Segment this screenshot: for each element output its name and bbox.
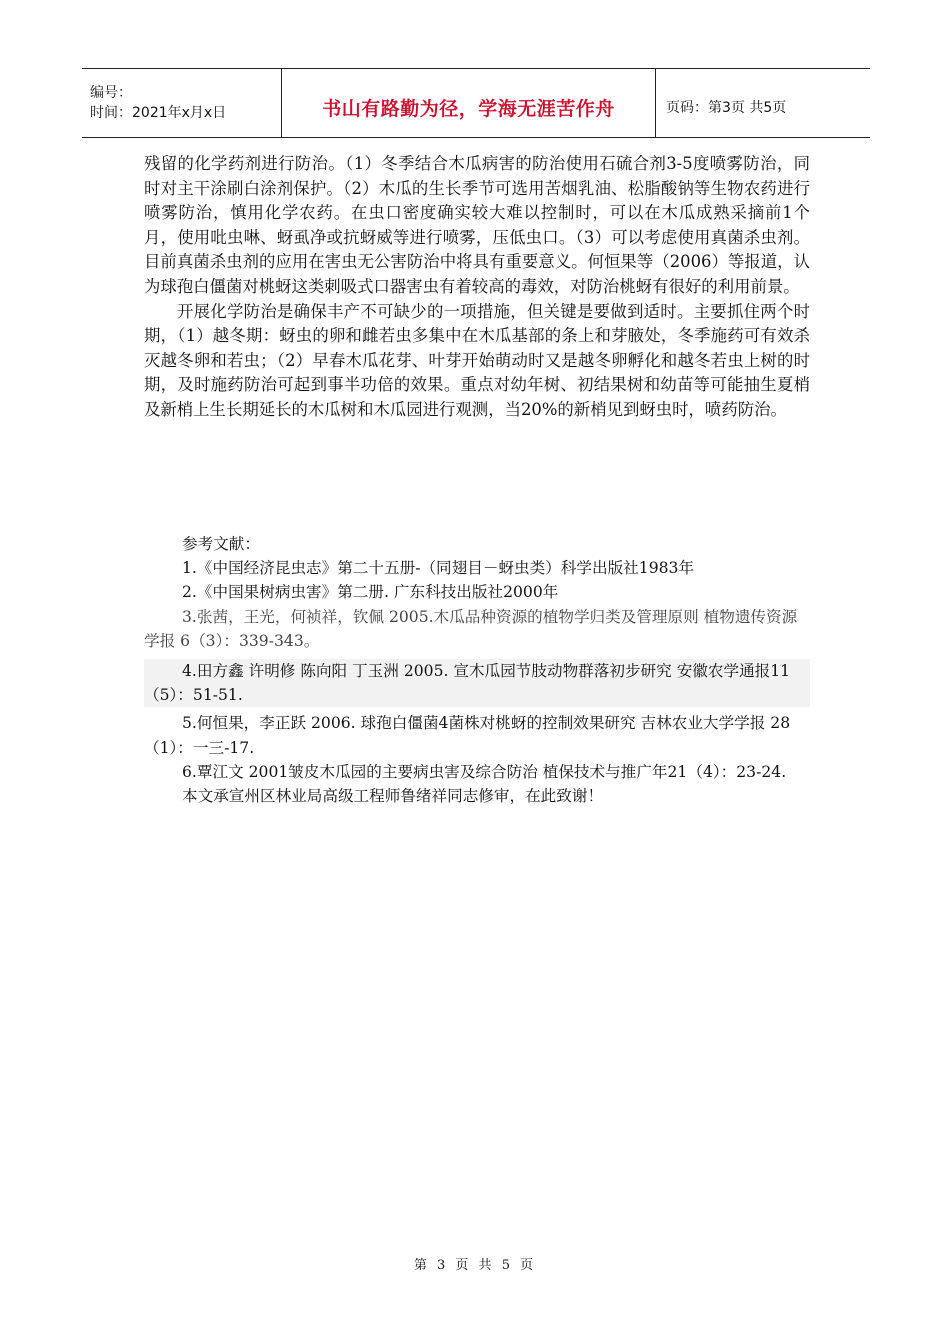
reference-item: 6.覃江文 2001皱皮木瓜园的主要病虫害及综合防治 植保技术与推广年21（4）：23-24. <box>182 762 787 781</box>
references-title: 参考文献： <box>182 535 260 553</box>
header-motto-cell <box>282 69 656 137</box>
page-header <box>82 68 870 138</box>
body-paragraph: 开展化学防治是确保丰产不可缺少的一项措施，但关键是要做到适时。主要抓住两个时期，（1）越冬期：蚜虫的卵和雌若虫多集中在木瓜基部的条上和芽腋处，冬季施药可有效杀灭越冬卵和若虫；（2）早春木瓜花芽、叶芽开始萌动时又是越冬卵孵化和越冬若虫上树的时期，及时施药防治可起到事半功倍的效果。重点对幼年树、初结果树和幼苗等可能抽生夏梢及新梢上生长期延长的木瓜树和木瓜园进行观测，当20%的新梢见到蚜虫时，喷药防治。 <box>144 301 810 419</box>
reference-item: 3.张茜，王光，何祯祥，钦佩 2005.木瓜品种资源的植物学归类及管理原则 植物遗传资源学报 6（3）：339-343。 <box>144 607 798 650</box>
header-motto: 书山有路勤为径，学海无涯苦作舟 <box>322 97 615 120</box>
references-section <box>144 532 810 808</box>
body-paragraph: 残留的化学药剂进行防治。（1）冬季结合木瓜病害的防治使用石硫合剂3-5度喷雾防治，同时对主干涂刷白涂剂保护。（2）木瓜的生长季节可选用苦烟乳油、松脂酸钠等生物农药进行喷雾防治，慎用化学农药。在虫口密度确实较大难以控制时，可以在木瓜成熟采摘前1个月，使用吡虫啉、蚜虱净或抗蚜威等进行喷雾，压低虫口。（3）可以考虑使用真菌杀虫剂。目前真菌杀虫剂的应用在害虫无公害防治中将具有重要意义。何恒果等（2006）等报道，认为球孢白僵菌对桃蚜这类刺吸式口器害虫有着较高的毒效，对防治桃蚜有很好的利用前景。 <box>144 154 810 296</box>
reference-item: 5.何恒果，李正跃 2006. 球孢白僵菌4菌株对桃蚜的控制效果研究 吉林农业大学学报 28（1）：一三-17. <box>144 714 791 757</box>
header-meta <box>82 69 282 137</box>
document-date-label: 时间：2021年x月x日 <box>90 105 227 121</box>
reference-item: 4.田方鑫 许明修 陈向阳 丁玉洲 2005. 宣木瓜园节肢动物群落初步研究 安徽农学通报11（5）：51-51. <box>144 659 810 707</box>
document-number-label: 编号： <box>90 85 132 101</box>
acknowledgement: 本文承宣州区林业局高级工程师鲁绪祥同志修审，在此致谢！ <box>182 787 604 806</box>
reference-item: 2.《中国果树病虫害》第二册. 广东科技出版社2000年 <box>182 583 559 602</box>
reference-item: 1.《中国经济昆虫志》第二十五册-（同翅目－蚜虫类）科学出版社1983年 <box>182 559 695 578</box>
header-page-label: 页码：第3页 共5页 <box>666 100 787 116</box>
page-footer: 第 3 页 共 5 页 <box>413 1258 537 1273</box>
body-text <box>144 152 810 423</box>
